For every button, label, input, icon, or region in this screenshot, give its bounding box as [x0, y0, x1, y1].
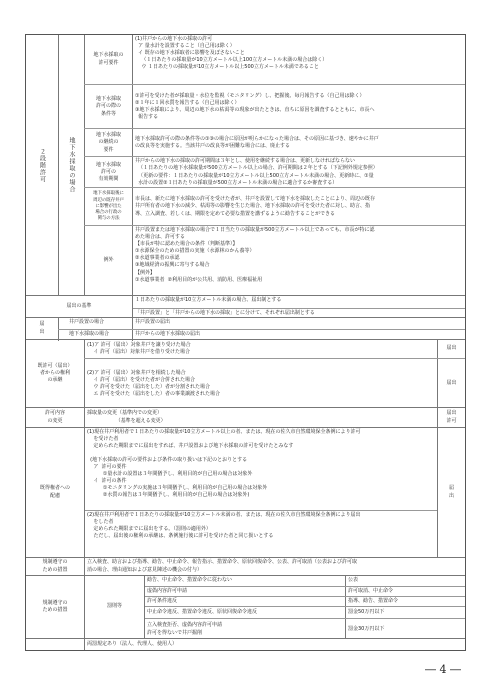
- permit-condition-row: [84, 84, 465, 129]
- change-row: [26, 407, 465, 427]
- penalty-result-4: 罰金50万円以下: [345, 607, 465, 619]
- penalty-act-2: 虚偽内容許可申請: [147, 588, 188, 594]
- change-text: 採取量の変更（基準内での変更） （基準を超える変更）: [84, 408, 437, 427]
- penalty-item-5: [145, 618, 465, 638]
- existing-holders-body: [84, 428, 437, 557]
- groundwater-group-label: 地下水採取の場合: [58, 35, 84, 295]
- existing-holders-p2: (地下水採取の許可の要件および条件の取り扱いは下記のとおりとする ア 許可の要件 ①量水計の設置は３年間猶予し、利用目的が自己用の場合は対象外 イ 許可の条件 ①モニタリングの実施は３年間猶予し、利用目的が自己用の場合は対象外 ②水質の報告は３年間猶予し、利用目的が自己用の場合は対象外): [90, 457, 268, 499]
- notify-well-label: 井戸設置の場合: [58, 318, 132, 329]
- penalty-sub-label: 罰則等: [84, 576, 144, 638]
- notify-well-row: [58, 318, 465, 329]
- impact-label: 地下水採取後に 周辺の既存井戸 に影響が出た 場合の行政の 関与の方法: [84, 188, 132, 226]
- permit-requirement-text: (1)井戸からの地下水の採取の許可 ア 量水計を設置すること（自己用は除く） イ 既存の地下水採取者に影響を及ぼさないこと （１日あたりの採取量が10立方メートル以上100立方メートル未満の場合は除く） ウ １日あたりの採取量が10立方メートル以上500立方メートル未満であること: [132, 35, 465, 84]
- permit-condition-label: 地下水採取 許可の際の 条件等: [84, 85, 132, 129]
- existing-holders-row: [26, 427, 465, 557]
- penalty-row: [26, 575, 465, 638]
- succession-right-1: 届出: [437, 340, 465, 358]
- notify-well-text: 井戸設置の届出: [132, 318, 465, 329]
- page-number: ― 4 ―: [425, 663, 461, 676]
- dual-penalty-spacer: [26, 639, 84, 650]
- existing-holders-label: 既得権者への 配慮: [39, 485, 70, 499]
- penalty-act-1: 勧告、中止命令、措置命令に従わない: [147, 577, 233, 583]
- permit-requirement-row: [84, 35, 465, 84]
- impact-row: [84, 187, 465, 226]
- succession-part-1: [84, 340, 465, 358]
- notify-water-text: 井戸からの地下水採取の届出: [132, 330, 465, 341]
- section-two-stage-permit: [26, 35, 465, 295]
- enforcement-row: [26, 557, 465, 575]
- notify-group-label: 届 出: [39, 321, 45, 335]
- permit-requirement-label: 地下水採取の 許可要件: [84, 35, 132, 84]
- penalty-result-5: 罰金30万円以下: [345, 619, 465, 638]
- notify-water-label: 地下水採取の場合: [58, 330, 132, 341]
- permit-condition-text: ①許可を受けた者が採取量・水位を監視（モニタリング）し、把握後、毎月報告する（自己用は除く） ②１年に１回水質を報告する（自己用は除く） ③地下水採取により、周辺の地下水の枯渇等の現象が出たときは、直ちに原因を調査するとともに、市長へ 報告する: [132, 85, 465, 129]
- dual-penalty-row: [26, 638, 465, 650]
- exception-label: 例外: [84, 226, 132, 296]
- exception-row: [84, 225, 465, 296]
- exception-text: 井戸設置または地下水採取の場合で１日当たりの採取量が500立方メートル以上であっても、市長が特に認 めた場合は、許可する 【市長が特に認めた場合の条件（判断基準）】 ①水源保全のための措置の実施（水源林のかん養等） ②水道事業者の承認 ③地域経済の振興に寄与する場合 【例外】 ①水道事業者 ②利用目的が公共用、消防用、医療福祉用: [132, 226, 465, 296]
- enforcement-label: 規制遵守の ための措置: [42, 559, 68, 573]
- notify-criteria-line-1: １日あたりの採取量が10立方メートル未満の場合、届出制とする: [135, 297, 282, 303]
- dual-penalty-text: 両罰規定あり（法人、代理人、使用人）: [84, 639, 465, 650]
- notify-criteria-label: 届出の基準: [66, 302, 92, 309]
- existing-holders-p1: (1)現在井戸利用者で１日あたりの採取量が10立方メートル以上の者、または、現在の佐久市自然環境保全条例により許可 を受けた者 定められた期限までに届出をすれば、井戸設置および地下水採取の許可を受けたとみなす: [87, 429, 361, 450]
- succession-text-1: (1)ア 許可（届出）対象井戸を譲り受けた場合 イ 許可（届出）対象井戸を借り受けた場合: [84, 340, 437, 358]
- penalty-table: [144, 576, 465, 638]
- succession-part-2: [84, 358, 465, 409]
- succession-text-2: (2)ア 許可（届出）対象井戸を相続した場合 イ 許可（届出）を受けた者が合併された場合 ウ 許可を受けた（届出をした）者が分割された場合 エ 許可を受けた（届出をした）者の事業譲渡された場合: [84, 359, 437, 409]
- notify-criteria-row: [26, 295, 465, 317]
- continuation-row: [84, 128, 465, 157]
- succession-label: 既許可（届出） 者からの権利 の承継: [37, 362, 73, 384]
- notify-criteria-cell: [132, 296, 465, 317]
- validity-row: [84, 156, 465, 188]
- validity-text: 井戸からの地下水の採取の許可期間は３年とし、使用を継続する場合は、更新しなければならない （１日あたりの地下水採取量が500立方メートル以上の場合、許可期間は２年とする（下記例外規定参照） （更新の要件：１日あたりの採取量が10立方メートル以上500立方メートル未満の場合、更新時に、①量 水計の設置②１日あたりの採取量が500立方メートル未満の場合に適合するか審査する）: [132, 157, 465, 188]
- existing-holders-p3: (2)現在井戸利用者で１日あたりの採取量が10立方メートル未満の者、または、現在の佐久市自然環境保全条例により届出 をした者 定められた期限までに届出をする。（罰則の適用外） ただし、届出後の権利の承継は、条例施行後に許可を受けた者と同じ扱いとする: [85, 510, 437, 553]
- succession-row: [26, 339, 465, 407]
- penalty-item-1: [145, 576, 465, 586]
- impact-text: 市長は、新たに地下水採取の許可を受けた者が、井戸を設置して地下水を採取したことにより、周辺の既存 井戸所有者の地下水の減少、枯渇等の影響を生じた場合、地下水採取の許可を受けた者に対し、助言、指 導、立入調査、若しくは、期限を定めて必要な措置を講ずるように勧告することができる: [132, 188, 465, 226]
- penalty-act-3: 許可条件違反: [147, 598, 178, 604]
- two-stage-permit-label: ２段階許可: [38, 147, 46, 183]
- change-right: 届出 許可: [437, 408, 465, 427]
- continuation-label: 地下水採取 の継続の 要件: [84, 129, 132, 157]
- penalty-result-1: 公表: [345, 576, 465, 586]
- validity-label: 地下水採取 許可の 有効期間: [84, 157, 132, 188]
- regulation-table: [25, 34, 466, 651]
- existing-holders-right: 届 出: [437, 428, 465, 557]
- penalty-act-5: 立入検査拒否、虚偽内容許可申請 許可を得ないで井戸掘削: [147, 622, 223, 636]
- penalty-result-3: 指導、勧告、措置命令: [345, 597, 465, 607]
- succession-right-2: 届出: [437, 359, 465, 409]
- continuation-text: 地下水採取許可の際の条件等の①③の場合に原因が明らかになった場合は、その原因に基づき、速やかに井戸 の改良等を実施する。当該井戸の改良等が困難な場合には、廃止する: [132, 129, 465, 157]
- notify-criteria-line-2: 「井戸設置」と「井戸からの地下水の採取」とに分けて、それぞれ届出制とする: [133, 308, 465, 317]
- penalty-result-2: 許可取消、中止命令: [345, 587, 465, 597]
- notify-group-row: [26, 317, 465, 339]
- penalty-label: 規制遵守の ための措置: [42, 599, 68, 613]
- enforcement-text: 立入検査、助言および指導、勧告、中止命令、報告指示、措置命令、原状回復命令、公表、許可取消（公表および許可取 消の場合、理由通知および意見陳述の機会の付与）: [84, 558, 465, 575]
- change-label: 許可内容 の変更: [44, 410, 65, 424]
- penalty-act-4: 中止命令違反、措置命令違反、原状回復命令違反: [147, 609, 258, 616]
